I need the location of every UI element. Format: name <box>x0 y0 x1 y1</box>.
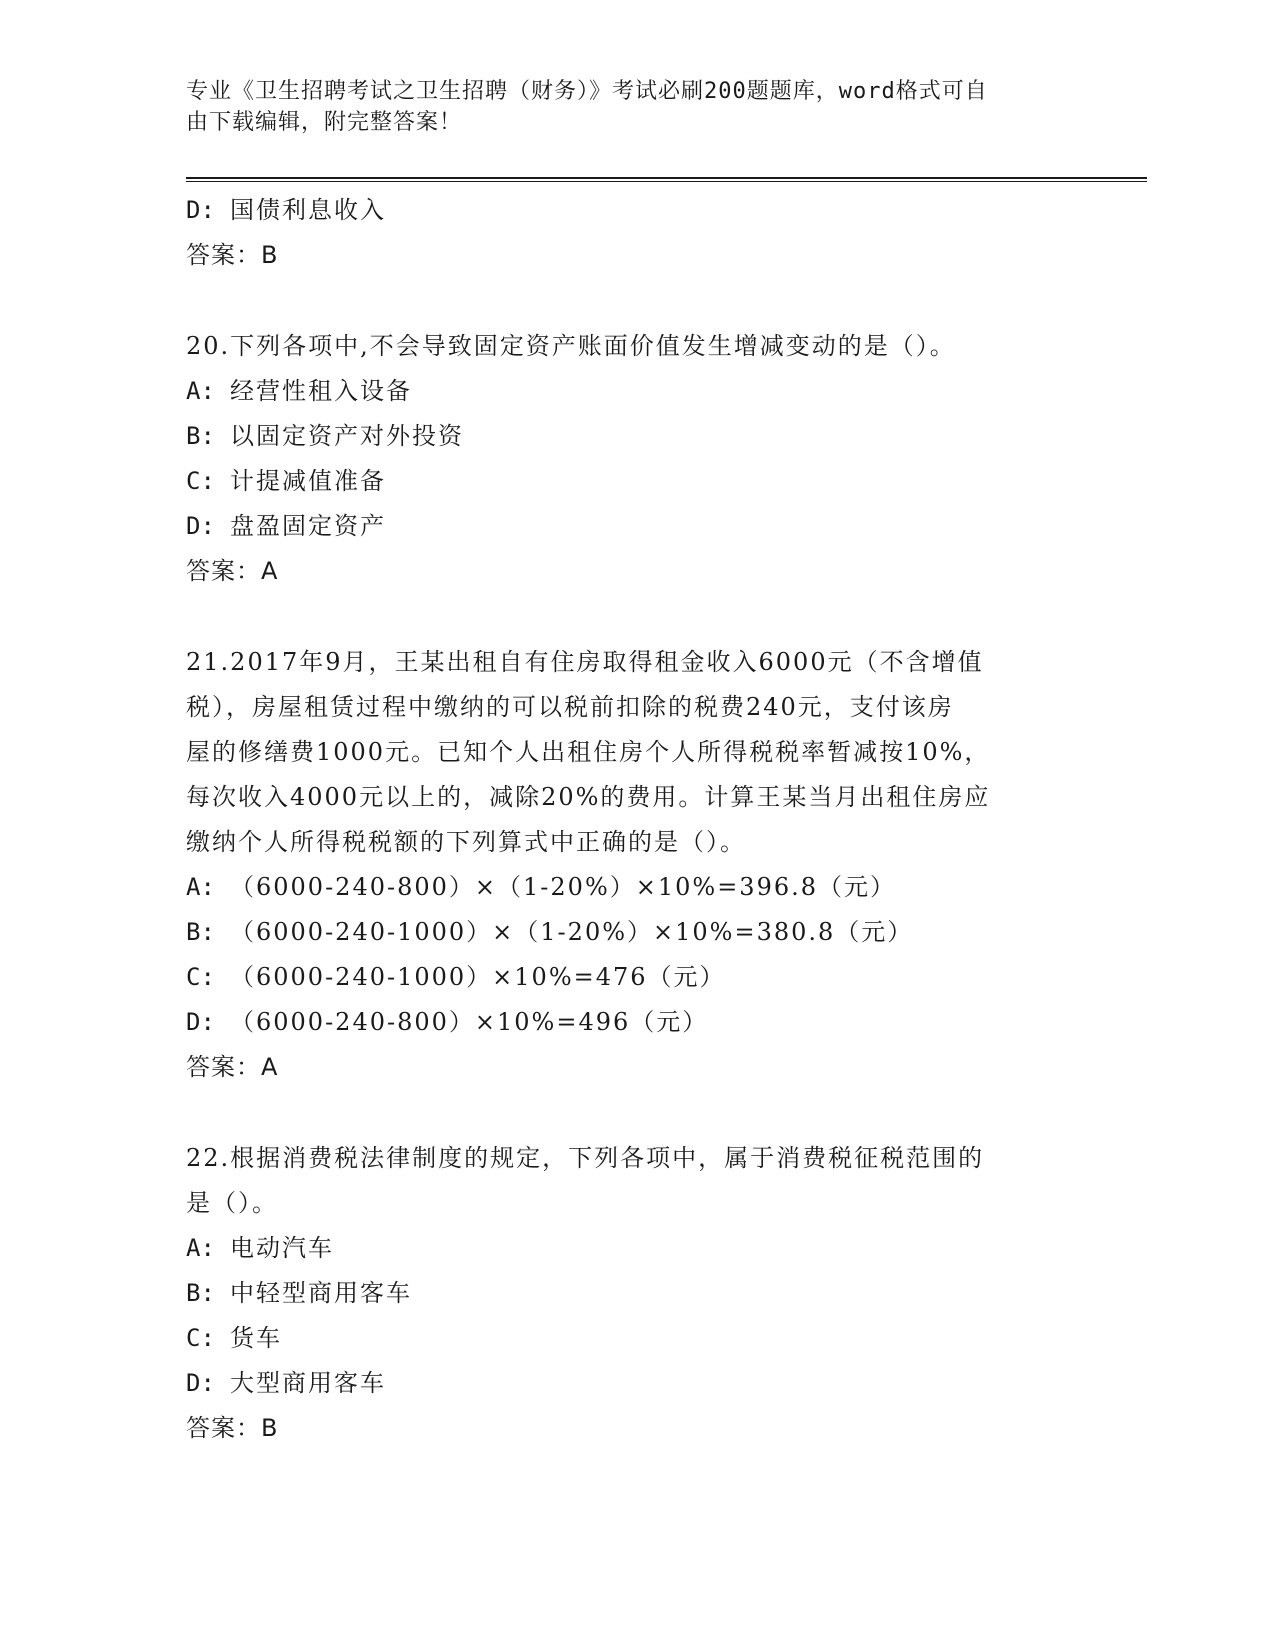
option-text: 中轻型商用客车 <box>230 1279 412 1307</box>
q22-option-a <box>186 1226 1066 1271</box>
spacer <box>186 594 1066 640</box>
option-text: （6000-240-800）×10%=496（元） <box>230 1008 709 1036</box>
q22-answer: 答案：B <box>186 1414 279 1442</box>
document-header <box>186 76 1066 138</box>
q21-stem-line-2: 税），房屋租赁过程中缴纳的可以税前扣除的税费240元，支付该房 <box>186 693 954 721</box>
q20-answer: 答案：A <box>186 557 279 585</box>
q21-answer: 答案：A <box>186 1053 279 1081</box>
q20-option-b <box>186 414 1066 459</box>
option-letter: D: <box>186 196 215 224</box>
header-rule-thick <box>186 177 1147 179</box>
option-text: 国债利息收入 <box>230 196 386 224</box>
question-content <box>186 188 1066 1451</box>
header-line-1: 专业《卫生招聘考试之卫生招聘（财务）》考试必刷200题题库，word格式可自 <box>186 79 988 104</box>
q22-option-c <box>186 1316 1066 1361</box>
option-text: 以固定资产对外投资 <box>230 422 464 450</box>
option-letter: B: <box>186 918 215 946</box>
q21-option-c <box>186 955 1066 1000</box>
prev-option-d <box>186 188 1066 233</box>
q21-stem-line-3: 屋的修缮费1000元。已知个人出租住房个人所得税税率暂减按10%， <box>186 738 991 766</box>
header-rule-thin <box>186 181 1147 182</box>
option-letter: B: <box>186 1279 215 1307</box>
q20-option-d <box>186 504 1066 549</box>
option-text: 经营性租入设备 <box>230 377 412 405</box>
q21-stem-line-4: 每次收入4000元以上的，减除20%的费用。计算王某当月出租住房应 <box>186 783 991 811</box>
option-letter: C: <box>186 1324 215 1352</box>
option-text: 盘盈固定资产 <box>230 512 386 540</box>
option-text: （6000-240-800）×（1-20%）×10%=396.8（元） <box>230 873 897 901</box>
option-letter: C: <box>186 467 215 495</box>
option-letter: A: <box>186 1234 215 1262</box>
option-letter: B: <box>186 422 215 450</box>
q21-option-b <box>186 910 1066 955</box>
q20-option-a <box>186 369 1066 414</box>
prev-answer: 答案：B <box>186 241 279 269</box>
option-text: 电动汽车 <box>230 1234 334 1262</box>
option-text: （6000-240-1000）×10%=476（元） <box>230 963 726 991</box>
spacer <box>186 278 1066 324</box>
option-text: 大型商用客车 <box>230 1369 386 1397</box>
option-letter: C: <box>186 963 215 991</box>
spacer <box>186 1090 1066 1136</box>
option-text: 货车 <box>230 1324 282 1352</box>
option-letter: D: <box>186 512 215 540</box>
q21-stem-line-5: 缴纳个人所得税税额的下列算式中正确的是（）。 <box>186 828 746 856</box>
option-text: 计提减值准备 <box>230 467 386 495</box>
q20-option-c <box>186 459 1066 504</box>
q22-stem-line-1: 22.根据消费税法律制度的规定，下列各项中，属于消费税征税范围的 <box>186 1144 985 1172</box>
header-line-2: 由下载编辑，附完整答案！ <box>186 110 463 135</box>
q21-stem-line-1: 21.2017年9月，王某出租自有住房取得租金收入6000元（不含增值 <box>186 648 984 676</box>
option-letter: D: <box>186 1008 215 1036</box>
q22-option-d <box>186 1361 1066 1406</box>
option-letter: D: <box>186 1369 215 1397</box>
q21-option-d <box>186 1000 1066 1045</box>
q20-stem: 20.下列各项中,不会导致固定资产账面价值发生增减变动的是（）。 <box>186 332 956 360</box>
q22-stem-line-2: 是（）。 <box>186 1189 278 1217</box>
option-letter: A: <box>186 377 215 405</box>
option-letter: A: <box>186 873 215 901</box>
q21-option-a <box>186 865 1066 910</box>
q22-option-b <box>186 1271 1066 1316</box>
option-text: （6000-240-1000）×（1-20%）×10%=380.8（元） <box>230 918 914 946</box>
